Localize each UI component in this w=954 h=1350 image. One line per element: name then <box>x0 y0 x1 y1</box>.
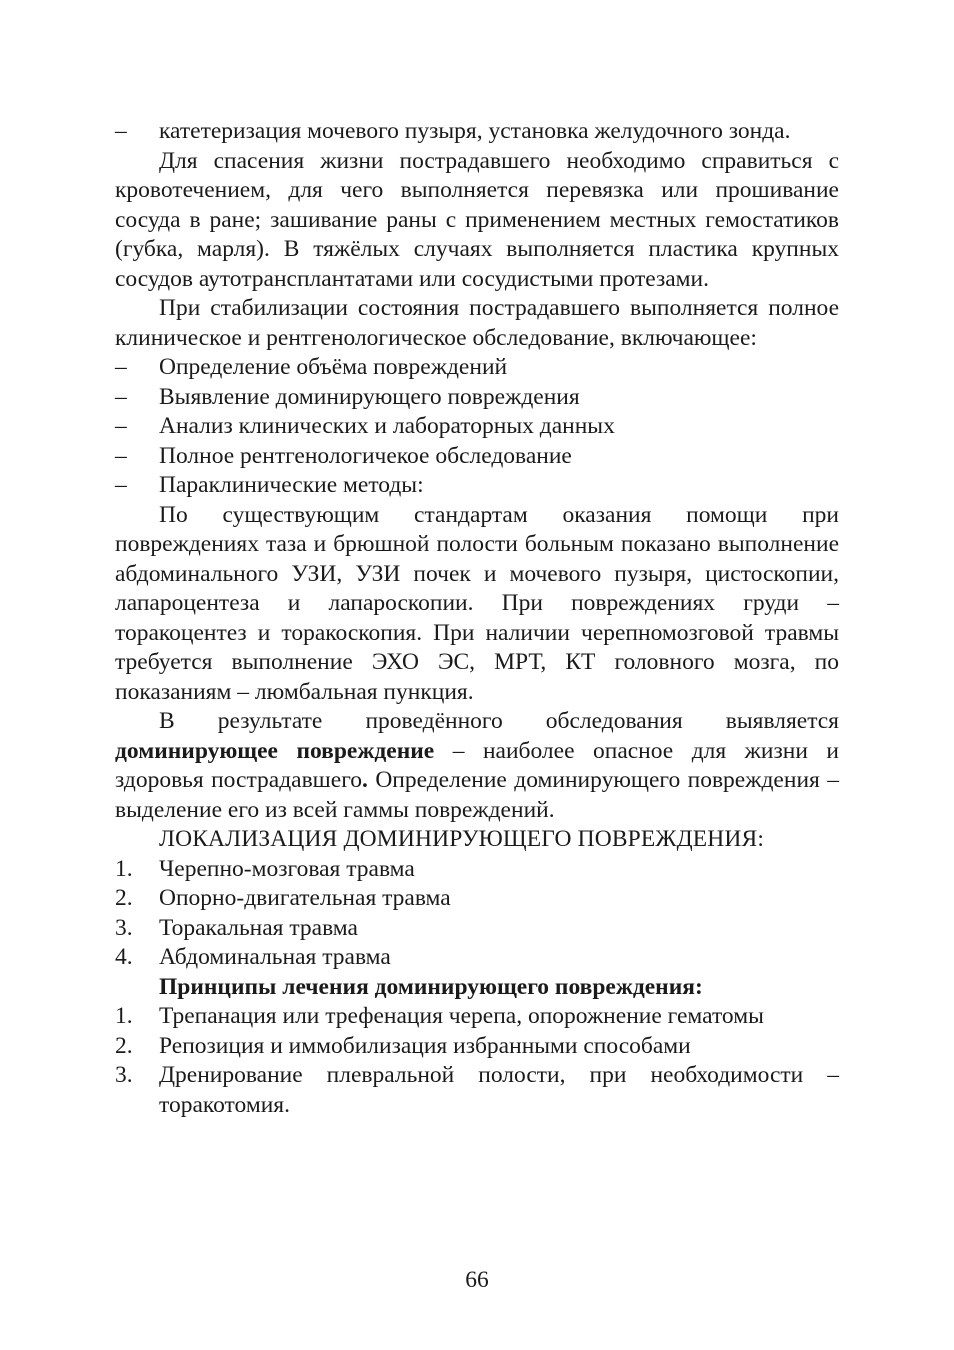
exam-item-text: Анализ клинических и лабораторных данных <box>159 413 615 439</box>
localization-item-text: Черепно-мозговая травма <box>159 855 415 882</box>
result-text-part1: В результате проведённого обследования выявляется <box>159 708 839 734</box>
localization-item-text: Абдоминальная травма <box>159 944 391 970</box>
result-text-part3: Определение доминирующего повреждения – выделение его из всей гаммы повреждений. <box>115 767 839 823</box>
number-marker: 3. <box>115 1062 133 1088</box>
principles-list-item <box>115 1061 839 1120</box>
localization-item-text: Опорно-двигательная травма <box>159 885 451 911</box>
exam-list-item <box>115 442 839 472</box>
localization-list-item <box>115 943 839 973</box>
principles-item-text: Трепанация или трефенация черепа, опорожнение гематомы <box>159 1003 764 1029</box>
number-marker: 2. <box>115 885 133 911</box>
bullet-item <box>115 117 839 147</box>
exam-item-text: Полное рентгенологичекое обследование <box>159 442 572 469</box>
page-content <box>115 117 839 1120</box>
number-marker: 3. <box>115 914 133 941</box>
paragraph-dominant-injury <box>115 707 839 825</box>
dash-marker: – <box>115 383 127 410</box>
number-marker: 1. <box>115 855 133 882</box>
localization-list-item <box>115 855 839 885</box>
exam-item-text: Определение объёма повреждений <box>159 354 508 380</box>
exam-list-item <box>115 471 839 501</box>
paragraph-examination: При стабилизации состояния пострадавшего выполняется полное клиническое и рентгенологическое обследование, включающее: <box>115 295 839 351</box>
page-number: 66 <box>465 1267 489 1293</box>
number-marker: 1. <box>115 1003 133 1029</box>
principles-item-text: Репозиция и иммобилизация избранными способами <box>159 1032 691 1059</box>
principles-list-item <box>115 1032 839 1062</box>
bold-period: . <box>362 767 368 793</box>
exam-list-item <box>115 353 839 383</box>
principles-heading: Принципы лечения доминирующего повреждения: <box>159 973 703 1000</box>
dash-marker: – <box>115 413 127 439</box>
localization-heading: ЛОКАЛИЗАЦИЯ ДОМИНИРУЮЩЕГО ПОВРЕЖДЕНИЯ: <box>159 826 765 852</box>
result-text-part2: – наиболее опасное для жизни и здоровья пострадавшего <box>115 737 839 793</box>
dominant-injury-term: доминирующее повреждение <box>115 737 435 764</box>
localization-item-text: Торакальная травма <box>159 914 358 941</box>
paragraph-bleeding-control: Для спасения жизни пострадавшего необходимо справиться с кровотечением, для чего выполняется перевязка или прошивание сосуда в ране; зашивание раны с применением местных гемостатиков (губка, марля). В тяжёлых случаях выполняется пластика крупных сосудов аутотрансплантатами или сосудистыми протезами. <box>115 147 839 292</box>
dash-marker: – <box>115 472 127 498</box>
exam-item-text: Выявление доминирующего повреждения <box>159 383 580 410</box>
dash-marker: – <box>115 118 127 144</box>
number-marker: 4. <box>115 944 133 970</box>
exam-list-item <box>115 412 839 442</box>
dash-marker: – <box>115 354 127 380</box>
exam-list-item <box>115 383 839 413</box>
exam-item-text: Параклинические методы: <box>159 472 424 498</box>
principles-list-item <box>115 1002 839 1032</box>
localization-list-item <box>115 884 839 914</box>
paragraph-standards: По существующим стандартам оказания помощи при повреждениях таза и брюшной полости больным показано выполнение абдоминального УЗИ, УЗИ почек и мочевого пузыря, цистоскопии, лапароцентеза и лапароскопии. При повреждениях груди – торакоцентез и торакоскопия. При наличии черепномозговой травмы требуется выполнение ЭХО ЭС, МРТ, КТ головного мозга, по показаниям – люмбальная пункция. <box>115 501 839 705</box>
localization-list-item <box>115 914 839 944</box>
dash-marker: – <box>115 442 127 469</box>
number-marker: 2. <box>115 1032 133 1059</box>
principles-item-text: Дренирование плевральной полости, при необходимости – торакотомия. <box>159 1062 839 1118</box>
bullet-text: катетеризация мочевого пузыря, установка желудочного зонда. <box>159 118 791 144</box>
